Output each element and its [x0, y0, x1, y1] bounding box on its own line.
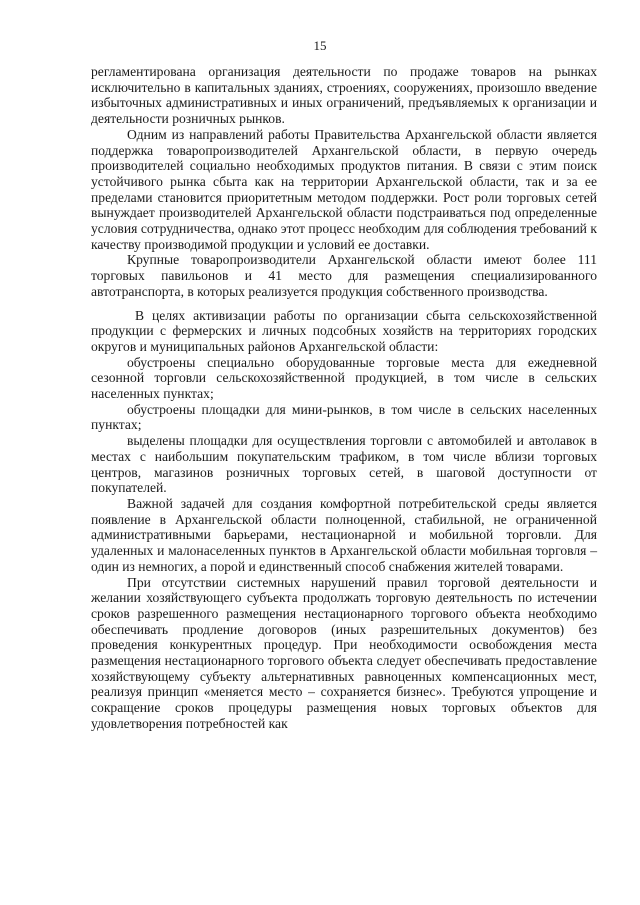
list-item-torgovye-mesta: обустроены специально оборудованные торговые места для ежедневной сезонной торговли сельскохозяйственной продукцией, в том числе в сельских населенных пунктах; [91, 354, 597, 402]
list-item-mini-rynki: обустроены площадки для мини-рынков, в том числе в сельских населенных пунктах; [91, 401, 597, 433]
paragraph-krupnye-tovaroproizvoditeli: Крупные товаропроизводители Архангельской области имеют более 111 торговых павильонов и 41 место для размещения специализированного автотранспорта, в которых реализуется продукция собственного производства. [91, 252, 597, 299]
paragraph-aktivizatsiya-sbyta: В целях активизации работы по организации сбыта сельскохозяйственной продукции с фермерских и личных подсобных хозяйств на территориях городских округов и муниципальных районов Архангельской области: [91, 307, 597, 354]
list-item-avtolavki: выделены площадки для осуществления торговли с автомобилей и автолавок в местах с наибольшим покупательским трафиком, в том числе вблизи торговых центров, магазинов розничных торговых сетей, в шаговой доступности от покупателей. [91, 433, 597, 496]
document-body [91, 64, 597, 732]
page-number: 15 [313, 38, 327, 53]
paragraph-nestatsionarnye-obekty: При отсутствии системных нарушений правил торговой деятельности и желании хозяйствующего субъекта продолжать торговую деятельность по истечении сроков разрешенного размещения нестационарного торгового объекта необходимо обеспечивать продление договоров (иных разрешительных документов) без проведения конкурентных процедур. При необходимости освобождения места размещения нестационарного торгового объекта следует обеспечивать предоставление хозяйствующему субъекту альтернативных равноценных компенсационных мест, реализуя принцип «меняется место – сохраняется бизнес». Требуются упрощение и сокращение сроков процедуры размещения новых торговых объектов для удовлетворения потребностей как [91, 574, 597, 731]
paragraph-podderzhka-tovaroproizvoditeley: Одним из направлений работы Правительства Архангельской области является поддержка товаропроизводителей Архангельской области, в первую очередь производителей социально необходимых продуктов питания. В связи с этим поиск устойчивого рынка сбыта как на территории Архангельской области, так и за ее пределами становится приоритетным методом поддержки. Рост роли торговых сетей вынуждает производителей Архангельской области подстраиваться под определенные условия сотрудничества, однако этот процесс необходим для соблюдения требований к качеству производимой продукции и условий ее доставки. [91, 126, 597, 252]
paragraph-rynki-continuation: регламентирована организация деятельности по продаже товаров на рынках исключительно в капитальных зданиях, строениях, сооружениях, произошло введение избыточных административных и иных ограничений, предъявляемых к организации и деятельности розничных рынков. [91, 64, 597, 127]
paragraph-mobilnaya-torgovlya: Важной задачей для создания комфортной потребительской среды является появление в Архангельской области полноценной, стабильной, не ограниченной административными барьерами, нестационарной и мобильной торговли. Для удаленных и малонаселенных пунктов в Архангельской области мобильная торговля – один из немногих, а порой и единственный способ снабжения жителей товарами. [91, 495, 597, 574]
